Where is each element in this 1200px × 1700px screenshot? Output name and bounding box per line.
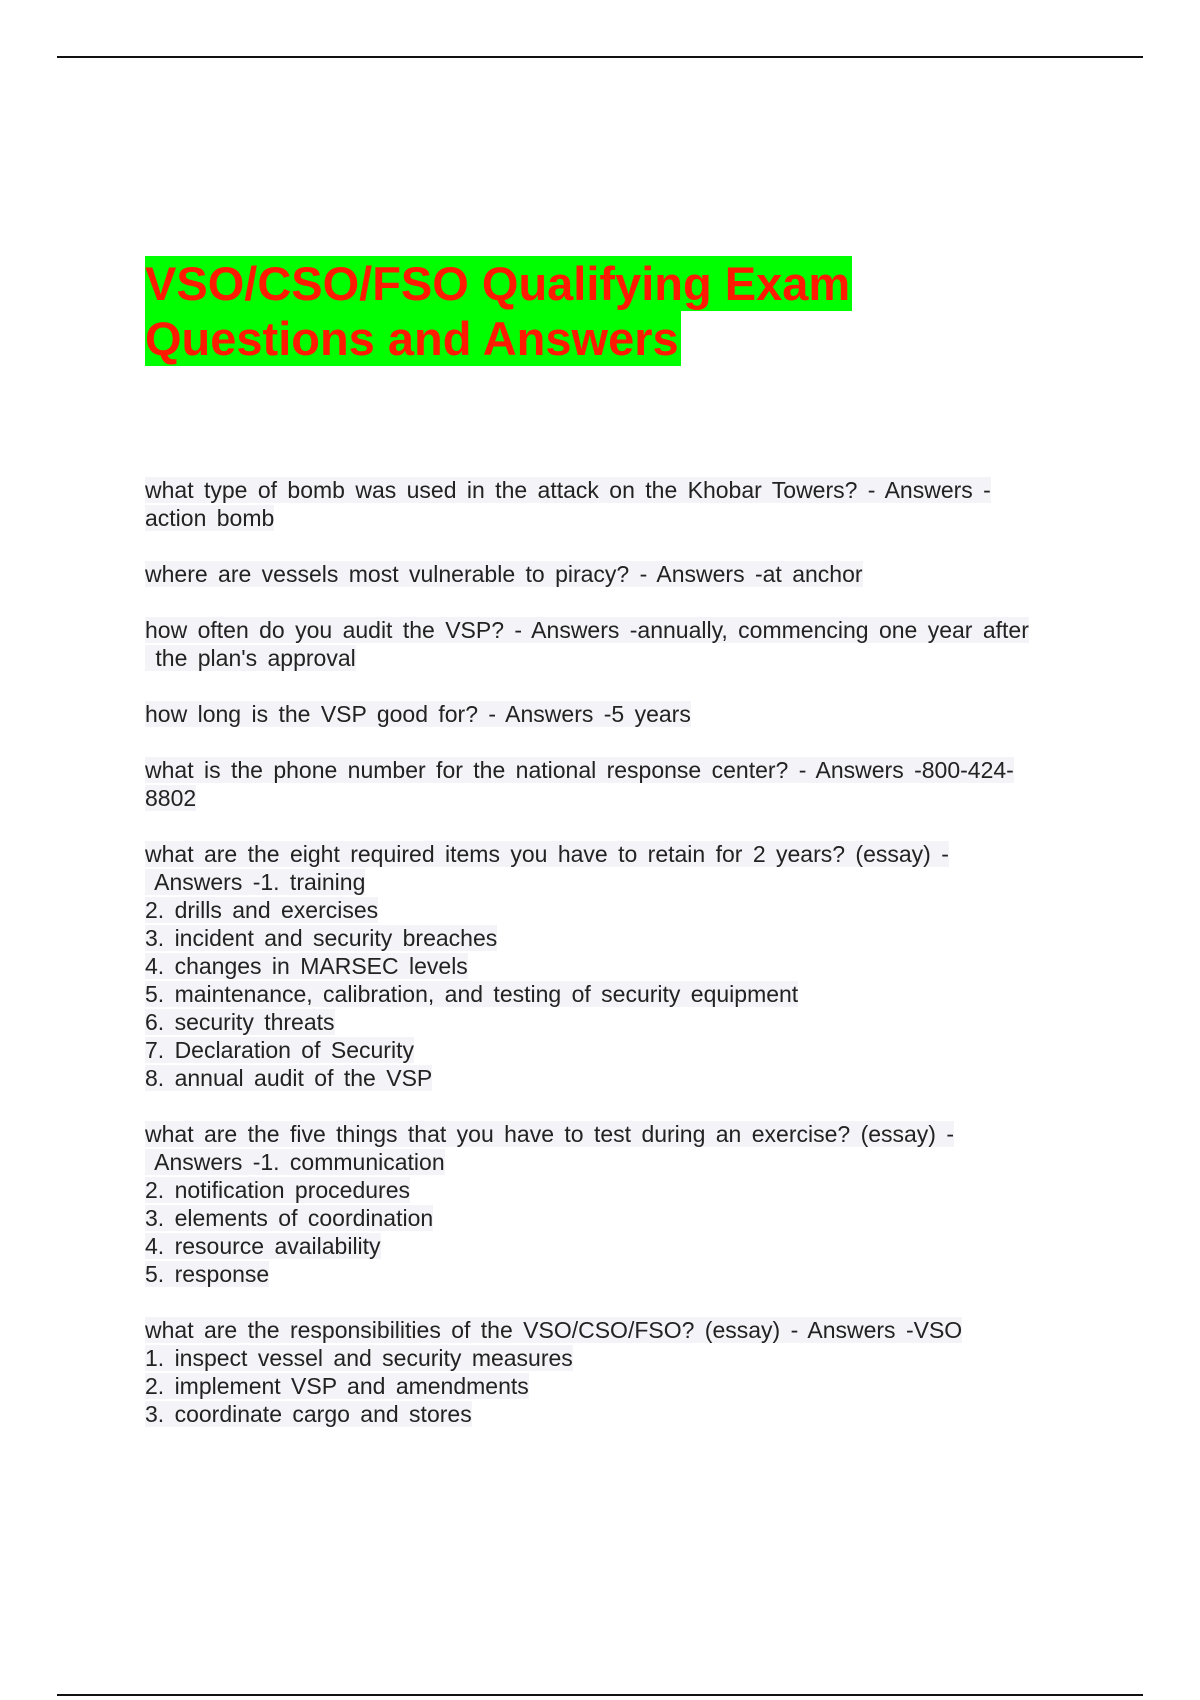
- qa-line: 3. elements of coordination: [145, 1205, 434, 1231]
- top-rule: [57, 56, 1143, 58]
- qa-line: 8802: [145, 785, 197, 811]
- qa-item: [145, 560, 1090, 588]
- title-line-1: VSO/CSO/FSO Qualifying Exam: [145, 257, 851, 310]
- qa-line: what are the responsibilities of the VSO/CSO/FSO? (essay) - Answers -VSO: [145, 1317, 963, 1343]
- qa-line: 3. coordinate cargo and stores: [145, 1401, 472, 1427]
- qa-item: [145, 1316, 1090, 1428]
- qa-line: Answers -1. training: [145, 869, 366, 895]
- qa-line: the plan's approval: [145, 645, 356, 671]
- qa-item: [145, 756, 1090, 812]
- qa-line: 3. incident and security breaches: [145, 925, 498, 951]
- qa-item: [145, 840, 1090, 1092]
- qa-line: how long is the VSP good for? - Answers -5 years: [145, 701, 691, 727]
- qa-list: [145, 476, 1090, 1456]
- qa-item: [145, 1120, 1090, 1288]
- qa-line: action bomb: [145, 505, 275, 531]
- qa-line: how often do you audit the VSP? - Answers -annually, commencing one year after: [145, 617, 1029, 643]
- qa-item: [145, 476, 1090, 532]
- qa-line: 2. notification procedures: [145, 1177, 410, 1203]
- qa-item: [145, 700, 1090, 728]
- qa-line: what type of bomb was used in the attack on the Khobar Towers? - Answers -: [145, 477, 991, 503]
- qa-line: 2. implement VSP and amendments: [145, 1373, 529, 1399]
- bottom-rule: [57, 1694, 1143, 1696]
- qa-line: 7. Declaration of Security: [145, 1037, 414, 1063]
- qa-line: Answers -1. communication: [145, 1149, 445, 1175]
- qa-line: 1. inspect vessel and security measures: [145, 1345, 573, 1371]
- qa-line: 5. maintenance, calibration, and testing of security equipment: [145, 981, 799, 1007]
- qa-line: what are the five things that you have to test during an exercise? (essay) -: [145, 1121, 955, 1147]
- title-line-2: Questions and Answers: [145, 312, 679, 365]
- qa-line: what are the eight required items you have to retain for 2 years? (essay) -: [145, 841, 949, 867]
- qa-line: 4. changes in MARSEC levels: [145, 953, 468, 979]
- qa-line: what is the phone number for the national response center? - Answers -800-424-: [145, 757, 1014, 783]
- qa-line: 5. response: [145, 1261, 270, 1287]
- qa-line: 6. security threats: [145, 1009, 335, 1035]
- qa-line: where are vessels most vulnerable to piracy? - Answers -at anchor: [145, 561, 863, 587]
- qa-item: [145, 616, 1090, 672]
- qa-line: 4. resource availability: [145, 1233, 381, 1259]
- qa-line: 8. annual audit of the VSP: [145, 1065, 433, 1091]
- document-title: [145, 256, 1045, 366]
- qa-line: 2. drills and exercises: [145, 897, 379, 923]
